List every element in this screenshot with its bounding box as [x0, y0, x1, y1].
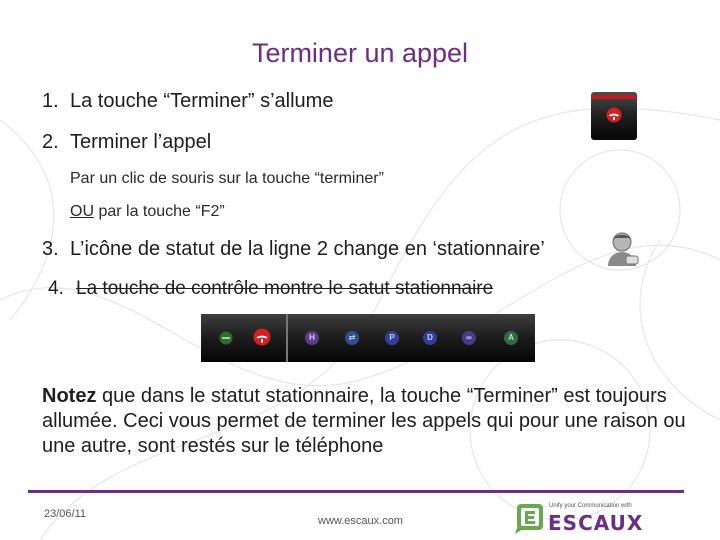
- step-3-text: L’icône de statut de la ligne 2 change en ‘stationnaire’: [70, 238, 545, 260]
- transfer-key: ⇄: [345, 331, 359, 345]
- hangup-icon: [253, 328, 271, 346]
- step-1-number: 1.: [42, 90, 59, 112]
- key-text: par la touche “F2”: [94, 203, 225, 220]
- logo-wordmark: ESCAUX: [548, 511, 644, 535]
- step-4-number: 4.: [48, 278, 64, 299]
- conference-key: ∞: [462, 331, 476, 345]
- step-4-text: La touche de contrôle montre le satut stationnaire: [76, 278, 494, 299]
- step-2-number: 2.: [42, 131, 59, 153]
- note-text: que dans le statut stationnaire, la touche “Terminer” est toujours allumée. Ceci vous permet de terminer les appels qui pour une raison ou une autre, sont restés sur le téléphone: [42, 385, 686, 457]
- step-1-text: La touche “Terminer” s’allume: [70, 90, 334, 112]
- slide-title: Terminer un appel: [251, 38, 469, 68]
- footer-url: www.escaux.com: [318, 515, 403, 527]
- step-1: [42, 90, 333, 113]
- end-key-led: [591, 95, 637, 99]
- step-3: [42, 238, 545, 261]
- step-2-text: Terminer l’appel: [70, 131, 212, 153]
- park-key: P: [385, 331, 399, 345]
- footer-divider: [28, 490, 684, 493]
- step-3-number: 3.: [42, 238, 59, 260]
- step-4: [48, 278, 493, 300]
- step-2: [42, 131, 211, 154]
- bar-separator: [286, 314, 288, 362]
- hangup-icon: [606, 107, 622, 123]
- note-bold-label: Notez: [42, 385, 97, 407]
- footer-date: 23/06/11: [44, 508, 87, 520]
- or-word: OU: [70, 203, 94, 220]
- hold-key: H: [305, 331, 319, 345]
- sub-item-click: Par un clic de souris sur la touche “terminer”: [70, 170, 384, 187]
- call-green-icon: [219, 331, 233, 345]
- note-paragraph: [42, 384, 692, 459]
- end-call-key-image: [591, 92, 637, 140]
- sub-item-key: [70, 203, 225, 221]
- dnd-key: D: [423, 331, 437, 345]
- answer-key: A: [504, 331, 518, 345]
- logo-tagline: Unify your Communication with: [549, 503, 632, 509]
- parked-user-icon: [602, 228, 642, 268]
- control-keys-bar-image: [201, 314, 535, 362]
